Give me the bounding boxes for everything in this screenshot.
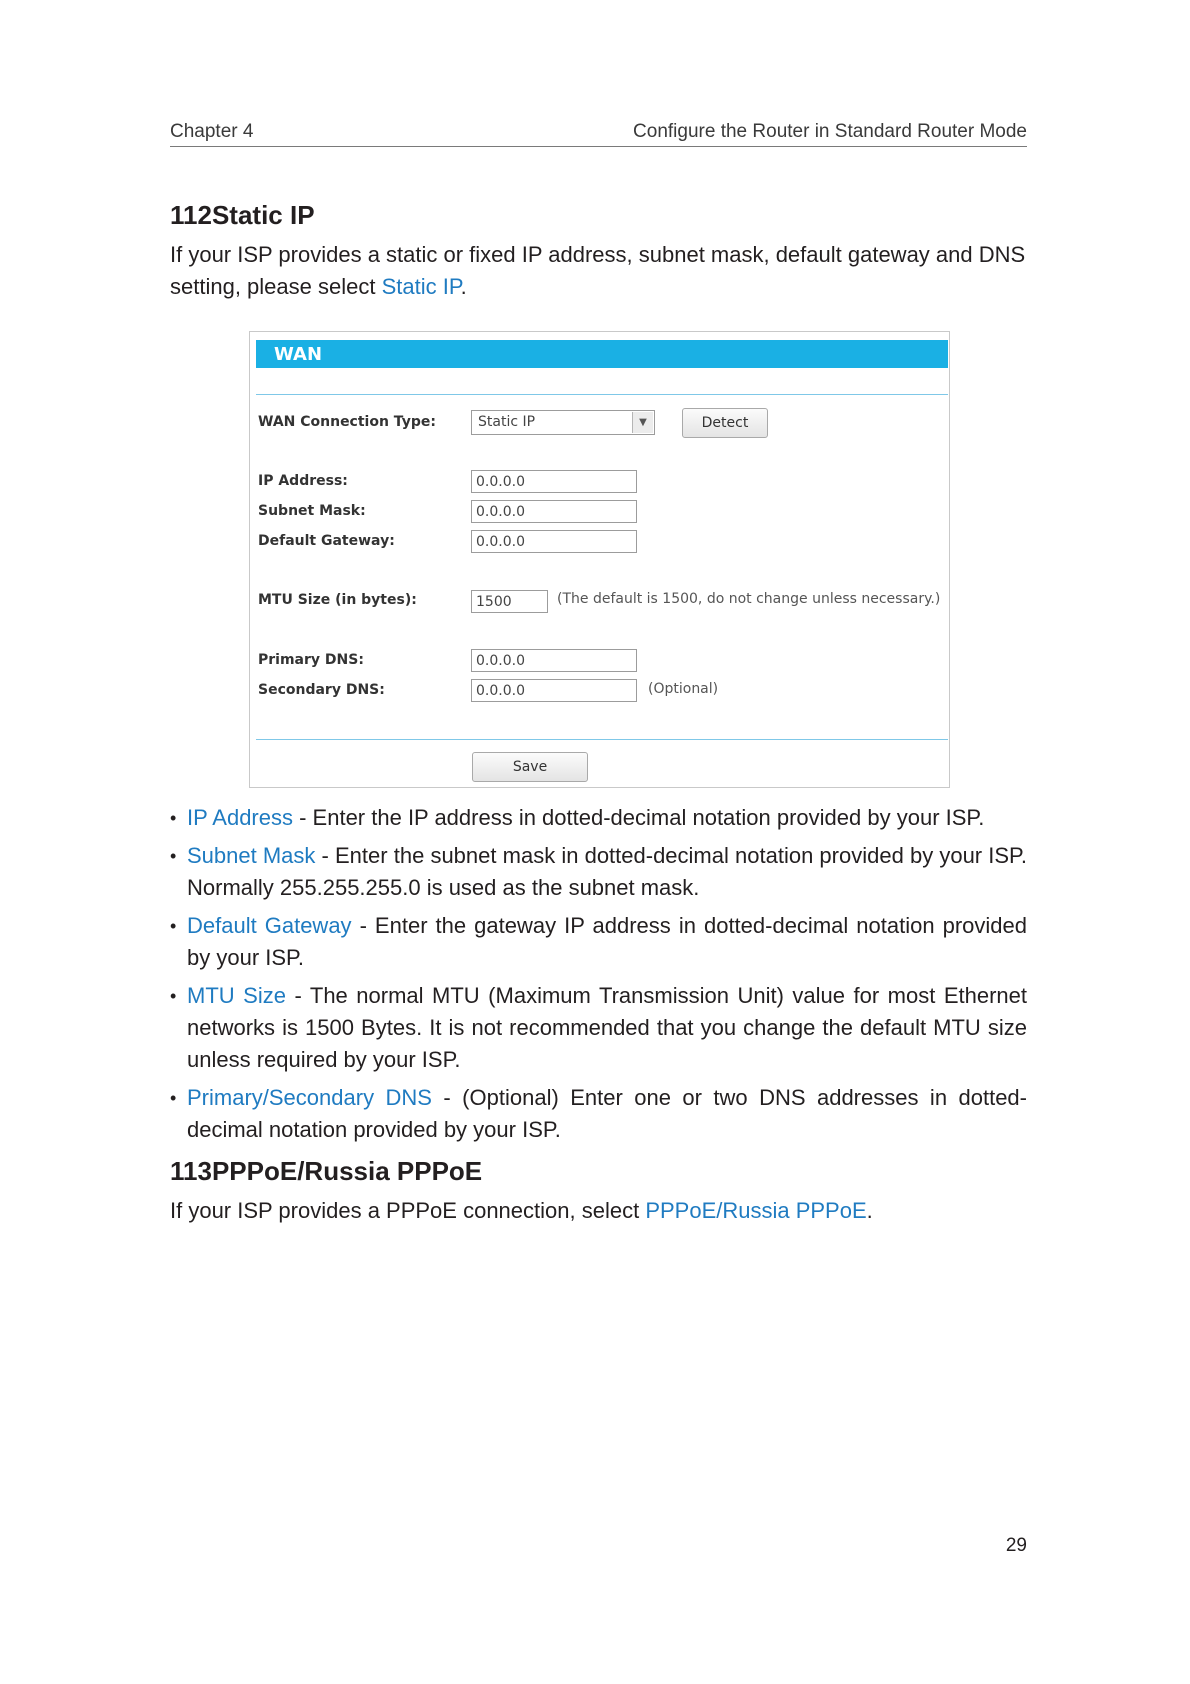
chapter-title: Configure the Router in Standard Router Mode: [633, 121, 1027, 142]
chapter-label: Chapter 4: [170, 121, 254, 142]
static-ip-link[interactable]: Static IP: [381, 274, 461, 299]
static-ip-intro-end: .: [460, 274, 467, 299]
section-heading-pppoe: 113PPPoE/Russia PPPoE: [170, 1156, 483, 1186]
page-header: [170, 119, 1027, 147]
wan-settings-screenshot: [249, 331, 950, 788]
section-heading-static-ip: 112Static IP: [170, 200, 315, 230]
bullet-text: - Enter the gateway IP address in dotted-decimal notation provided by your ISP.: [187, 913, 1027, 970]
wan-divider-bottom: [256, 739, 948, 740]
list-item: [170, 910, 1027, 974]
field-descriptions-list: [170, 802, 1027, 1152]
default-gateway-input[interactable]: 0.0.0.0: [471, 530, 637, 553]
pppoe-intro-text: If your ISP provides a PPPoE connection, select: [170, 1198, 646, 1223]
list-item: [170, 840, 1027, 904]
subnet-mask-input[interactable]: 0.0.0.0: [471, 500, 637, 523]
optional-note: (Optional): [648, 681, 719, 697]
detect-button[interactable]: Detect: [682, 408, 768, 438]
mtu-size-label: MTU Size (in bytes):: [258, 592, 417, 608]
chevron-down-icon[interactable]: ▼: [632, 412, 653, 433]
wan-divider-top: [256, 394, 948, 395]
bullet-text: - Enter the subnet mask in dotted-decimal notation provided by your ISP. Normally 255.255.255.0 is used as the subnet mask.: [187, 843, 1027, 900]
list-item: [170, 980, 1027, 1076]
bullet-text: - (Optional) Enter one or two DNS addresses in dotted-decimal notation provided by your ISP.: [187, 1085, 1027, 1142]
ip-address-label: IP Address:: [258, 473, 348, 489]
pppoe-intro: [170, 1195, 1027, 1227]
ip-address-input[interactable]: 0.0.0.0: [471, 470, 637, 493]
list-item: [170, 1082, 1027, 1146]
bullet-term-mtu-size[interactable]: MTU Size: [187, 983, 286, 1008]
default-gateway-label: Default Gateway:: [258, 533, 395, 549]
wan-connection-type-label: WAN Connection Type:: [258, 414, 436, 430]
bullet-text: - Enter the IP address in dotted-decimal notation provided by your ISP.: [293, 805, 985, 830]
primary-dns-label: Primary DNS:: [258, 652, 364, 668]
mtu-size-input[interactable]: 1500: [471, 590, 548, 613]
mtu-note: (The default is 1500, do not change unless necessary.): [557, 591, 941, 607]
pppoe-link[interactable]: PPPoE/Russia PPPoE: [645, 1198, 867, 1223]
static-ip-intro-text: If your ISP provides a static or fixed IP address, subnet mask, default gateway and DNS setting, please select: [170, 242, 1026, 299]
page-number: 29: [1005, 1535, 1027, 1556]
secondary-dns-input[interactable]: 0.0.0.0: [471, 679, 637, 702]
wan-title-bar: [256, 340, 948, 368]
pppoe-intro-end: .: [866, 1198, 873, 1223]
bullet-term-dns[interactable]: Primary/Secondary DNS: [187, 1085, 432, 1110]
wan-title: WAN: [274, 344, 323, 365]
save-button[interactable]: Save: [472, 752, 588, 782]
wan-connection-type-select[interactable]: [471, 410, 655, 435]
static-ip-intro: [170, 239, 1027, 303]
list-item: [170, 802, 1027, 834]
bullet-text: - The normal MTU (Maximum Transmission Unit) value for most Ethernet networks is 1500 Bytes. It is not recommended that you change the default MTU size unless required by your ISP.: [187, 983, 1027, 1072]
bullet-term-subnet-mask[interactable]: Subnet Mask: [187, 843, 316, 868]
secondary-dns-label: Secondary DNS:: [258, 682, 385, 698]
primary-dns-input[interactable]: 0.0.0.0: [471, 649, 637, 672]
subnet-mask-label: Subnet Mask:: [258, 503, 366, 519]
bullet-term-ip-address[interactable]: IP Address: [187, 805, 293, 830]
bullet-term-default-gateway[interactable]: Default Gateway: [187, 913, 352, 938]
wan-connection-type-value: Static IP: [478, 414, 536, 430]
